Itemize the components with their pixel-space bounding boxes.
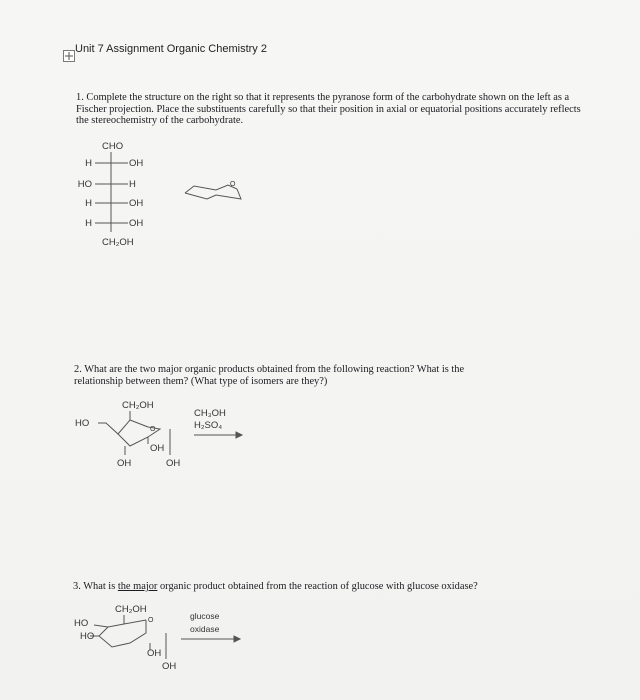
question-3-text	[73, 581, 478, 593]
q2-oh-right: OH	[166, 458, 181, 469]
fischer-c2-right: OH	[129, 158, 144, 169]
q3-ho-bottom: HO	[80, 631, 95, 642]
q3-ho-top: HO	[74, 618, 89, 629]
fischer-c4-left: H	[85, 198, 92, 209]
fischer-c3-right: H	[129, 179, 136, 190]
q2-ring-oxygen: O	[150, 426, 156, 433]
question-2-text	[74, 364, 464, 387]
q3-reagent-2: oxidase	[190, 624, 220, 634]
fischer-projection	[78, 141, 144, 248]
fischer-c5-left: H	[85, 218, 92, 229]
question-2-line-1: 2. What are the two major organic products obtained from the following reaction? What is the	[74, 364, 465, 375]
q3-arrow-head	[234, 636, 240, 642]
question-3-underlined: the major	[117, 581, 158, 592]
q3-ch2oh-label: CH₂OH	[115, 604, 147, 615]
document-title: Unit 7 Assignment Organic Chemistry 2	[75, 43, 267, 55]
q2-arrow-head	[236, 432, 242, 438]
q3-ring-oxygen: O	[148, 617, 154, 624]
q2-oh-left: OH	[117, 458, 132, 469]
q3-reagent-1: glucose	[190, 611, 220, 621]
fischer-c5-right: OH	[129, 218, 144, 229]
q2-ho-label: HO	[75, 418, 90, 429]
question-3-post: organic product obtained from the reaction of glucose with glucose oxidase?	[157, 581, 478, 592]
fischer-top-group: CHO	[102, 141, 124, 152]
fischer-bottom-group: CH₂OH	[102, 237, 134, 248]
fischer-c2-left: H	[85, 158, 92, 169]
question-3-glucose	[74, 604, 240, 672]
question-3-pre: 3. What is	[73, 581, 118, 592]
q3-oh-bottom: OH	[162, 661, 177, 672]
question-1-line-3: the stereochemistry of the carbohydrate.	[76, 115, 244, 126]
fischer-c4-right: OH	[129, 198, 144, 209]
q2-reagent-2: H₂SO₄	[194, 420, 223, 431]
question-3-line	[73, 581, 478, 592]
question-2-glucoside	[75, 400, 242, 469]
q2-ch2oh-label: CH₂OH	[122, 400, 154, 411]
pyranose-chair-template	[185, 181, 241, 199]
q3-oh-inner: OH	[147, 648, 162, 659]
fischer-c3-left: HO	[77, 179, 92, 190]
question-1-line-2: Fischer projection. Place the substituents carefully so that their position in axial or equatorial positions accurately reflects	[76, 103, 581, 115]
q2-oh-inner: OH	[150, 443, 165, 454]
chair-ring-oxygen: O	[230, 181, 236, 188]
question-1-line-1: 1. Complete the structure on the right so that it represents the pyranose form of the carbohydrate shown on the left as a	[76, 92, 570, 103]
q2-reagent-1: CH₃OH	[194, 408, 226, 419]
question-2-line-2: relationship between them? (What type of isomers are they?)	[74, 375, 328, 387]
